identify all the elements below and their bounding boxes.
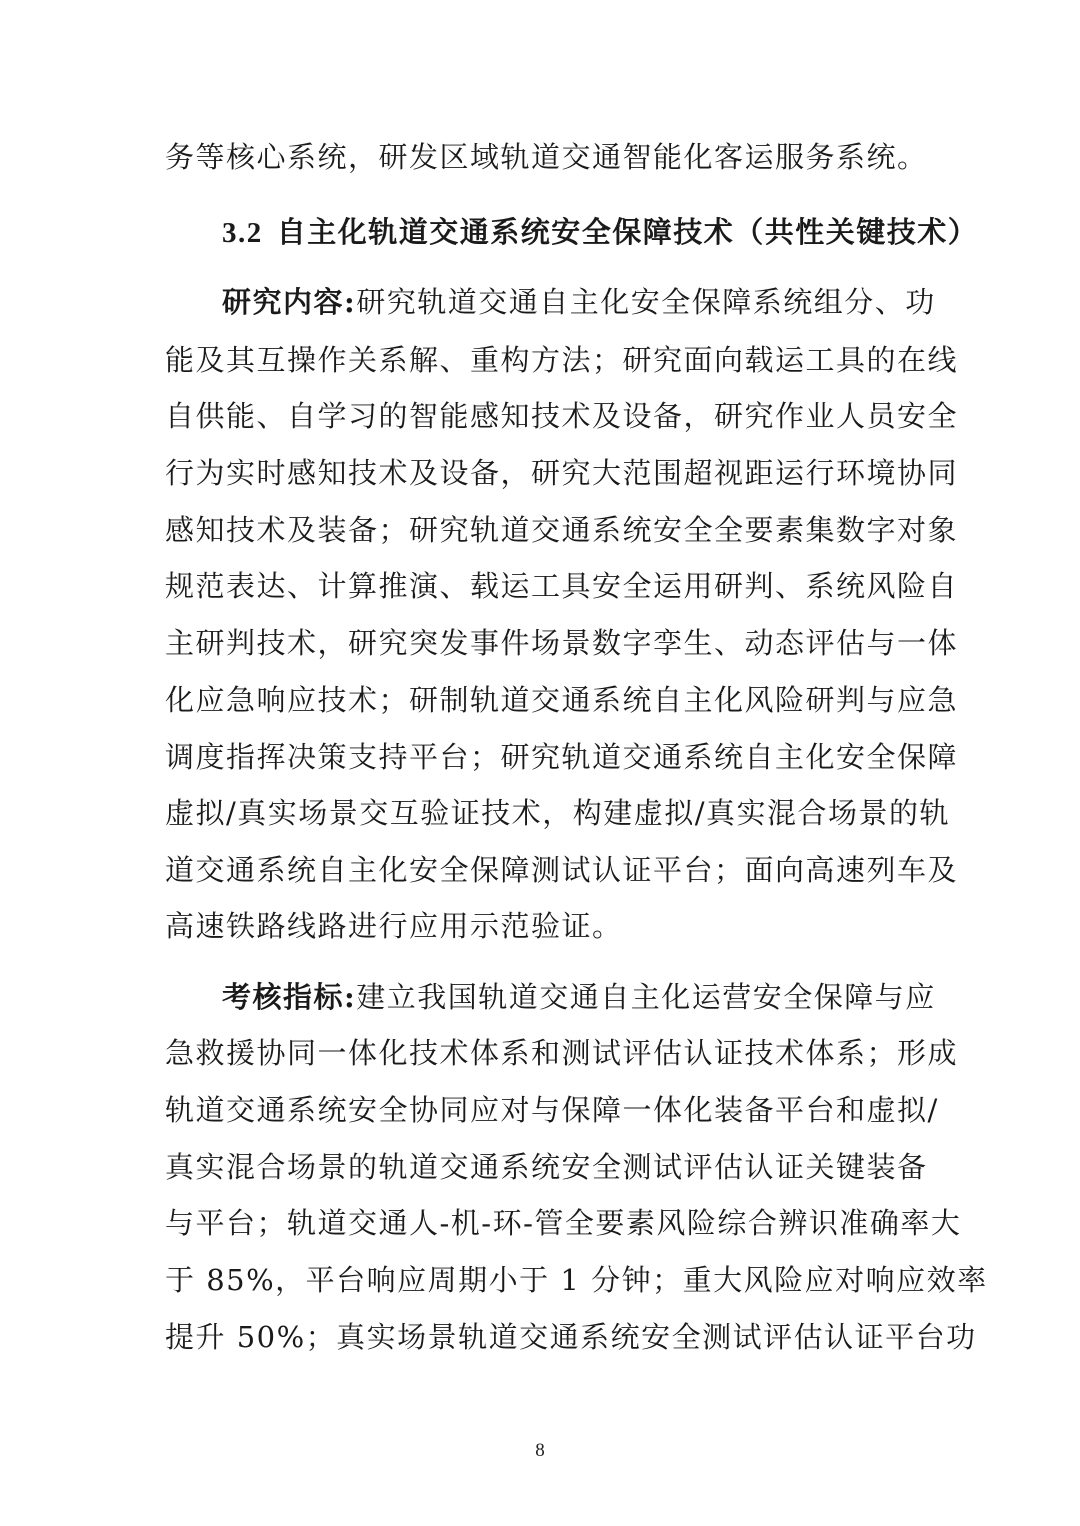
research-line: 虚拟/真实场景交互验证技术，构建虚拟/真实混合场景的轨 (165, 796, 951, 830)
research-line: 道交通系统自主化安全保障测试认证平台；面向高速列车及 (165, 853, 959, 887)
research-line: 调度指挥决策支持平台；研究轨道交通系统自主化安全保障 (165, 740, 959, 774)
section-title: 自主化轨道交通系统安全保障技术（共性关键技术） (276, 215, 979, 249)
research-label: 研究内容: (222, 285, 357, 319)
assessment-line: 提升 50%；真实场景轨道交通系统安全测试评估认证平台功 (165, 1320, 977, 1354)
page-number: 8 (535, 1440, 545, 1461)
assessment-line: 急救援协同一体化技术体系和测试评估认证技术体系；形成 (165, 1036, 959, 1070)
research-line: 自供能、自学习的智能感知技术及设备，研究作业人员安全 (165, 399, 959, 433)
research-line: 规范表达、计算推演、载运工具安全运用研判、系统风险自 (165, 569, 959, 603)
research-line: 研究轨道交通自主化安全保障系统组分、功 (356, 285, 936, 319)
research-line: 高速铁路线路进行应用示范验证。 (165, 909, 623, 943)
assessment-line: 真实混合场景的轨道交通系统安全测试评估认证关键装备 (165, 1150, 928, 1184)
assessment-label: 考核指标: (222, 980, 357, 1014)
assessment-line: 与平台；轨道交通人-机-环-管全要素风险综合辨识准确率大 (165, 1206, 962, 1240)
continuation-line: 务等核心系统，研发区域轨道交通智能化客运服务系统。 (165, 140, 928, 174)
research-line: 化应急响应技术；研制轨道交通系统自主化风险研判与应急 (165, 683, 959, 717)
assessment-line: 于 85%，平台响应周期小于 1 分钟；重大风险应对响应效率 (165, 1263, 988, 1297)
research-line: 感知技术及装备；研究轨道交通系统安全全要素集数字对象 (165, 513, 959, 547)
research-line: 行为实时感知技术及设备，研究大范围超视距运行环境协同 (165, 456, 959, 490)
assessment-line: 建立我国轨道交通自主化运营安全保障与应 (356, 980, 936, 1014)
research-line: 主研判技术，研究突发事件场景数字孪生、动态评估与一体 (165, 626, 959, 660)
section-heading (222, 210, 979, 254)
assessment-line: 轨道交通系统安全协同应对与保障一体化装备平台和虚拟/ (165, 1093, 939, 1127)
section-number: 3.2 (222, 217, 263, 249)
research-first-line (222, 280, 936, 324)
assessment-first-line (222, 975, 936, 1019)
research-line: 能及其互操作关系解、重构方法；研究面向载运工具的在线 (165, 343, 959, 377)
